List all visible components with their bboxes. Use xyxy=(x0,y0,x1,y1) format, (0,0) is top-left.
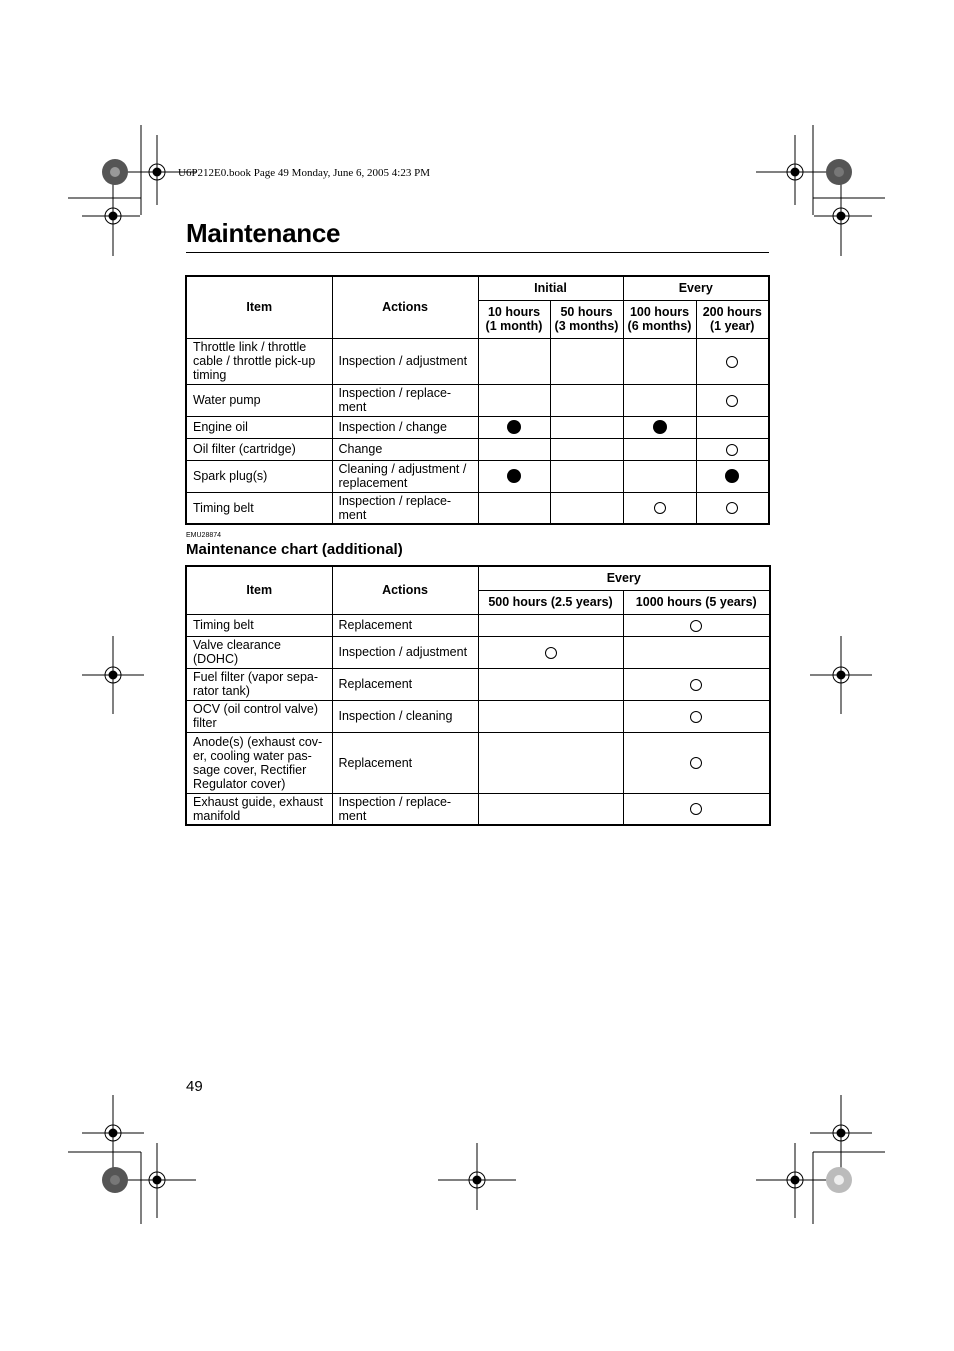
open-circle-icon xyxy=(726,502,738,514)
col-item-header: Item xyxy=(186,276,332,338)
schedule-cell xyxy=(696,338,769,384)
item-cell: Oil filter (cartridge) xyxy=(186,438,332,460)
open-circle-icon xyxy=(545,647,557,659)
maintenance-table xyxy=(185,275,770,525)
schedule-cell xyxy=(550,416,623,438)
open-circle-icon xyxy=(726,356,738,368)
schedule-cell xyxy=(696,384,769,416)
schedule-cell xyxy=(478,614,623,636)
interval-header: 500 hours (2.5 years) xyxy=(478,590,623,614)
open-circle-icon xyxy=(690,757,702,769)
interval-header: 50 hours (3 months) xyxy=(550,300,623,338)
action-cell: Change xyxy=(332,438,478,460)
item-cell: Fuel filter (vapor sepa-rator tank) xyxy=(186,668,332,700)
table-row xyxy=(186,492,769,524)
item-cell: Valve clearance (DOHC) xyxy=(186,636,332,668)
table-row xyxy=(186,416,769,438)
table-row xyxy=(186,636,770,668)
filled-circle-icon xyxy=(725,469,739,483)
schedule-cell xyxy=(623,614,770,636)
schedule-cell xyxy=(478,438,550,460)
schedule-cell xyxy=(550,492,623,524)
group-every-header: Every xyxy=(623,276,769,300)
col-actions-header: Actions xyxy=(332,276,478,338)
interval-header: 1000 hours (5 years) xyxy=(623,590,770,614)
col-actions-header: Actions xyxy=(332,566,478,614)
item-cell: Throttle link / throttle cable / throttle pick-up timing xyxy=(186,338,332,384)
schedule-cell xyxy=(550,460,623,492)
table-row xyxy=(186,732,770,793)
schedule-cell xyxy=(623,416,696,438)
schedule-cell xyxy=(550,338,623,384)
table-row xyxy=(186,700,770,732)
item-cell: Exhaust guide, exhaust manifold xyxy=(186,793,332,825)
table-row xyxy=(186,438,769,460)
schedule-cell xyxy=(478,700,623,732)
schedule-cell xyxy=(696,460,769,492)
filled-circle-icon xyxy=(507,469,521,483)
filled-circle-icon xyxy=(653,420,667,434)
open-circle-icon xyxy=(690,620,702,632)
action-cell: Inspection / replace-ment xyxy=(332,793,478,825)
action-cell: Inspection / adjustment xyxy=(332,338,478,384)
action-cell: Replacement xyxy=(332,614,478,636)
item-cell: Timing belt xyxy=(186,614,332,636)
item-cell: Water pump xyxy=(186,384,332,416)
filled-circle-icon xyxy=(507,420,521,434)
schedule-cell xyxy=(478,384,550,416)
additional-maintenance-table xyxy=(185,565,771,826)
open-circle-icon xyxy=(726,395,738,407)
item-cell: OCV (oil control valve) filter xyxy=(186,700,332,732)
schedule-cell xyxy=(696,438,769,460)
action-cell: Inspection / cleaning xyxy=(332,700,478,732)
group-initial-header: Initial xyxy=(478,276,623,300)
print-header: U6P212E0.book Page 49 Monday, June 6, 2005 4:23 PM xyxy=(178,167,430,179)
schedule-cell xyxy=(478,492,550,524)
schedule-cell xyxy=(478,793,623,825)
item-cell: Spark plug(s) xyxy=(186,460,332,492)
action-cell: Replacement xyxy=(332,732,478,793)
schedule-cell xyxy=(696,416,769,438)
schedule-cell xyxy=(550,384,623,416)
action-cell: Inspection / replace-ment xyxy=(332,384,478,416)
action-cell: Replacement xyxy=(332,668,478,700)
open-circle-icon xyxy=(690,803,702,815)
item-cell: Timing belt xyxy=(186,492,332,524)
schedule-cell xyxy=(478,460,550,492)
open-circle-icon xyxy=(726,444,738,456)
schedule-cell xyxy=(623,668,770,700)
schedule-cell xyxy=(623,460,696,492)
schedule-cell xyxy=(696,492,769,524)
item-cell: Engine oil xyxy=(186,416,332,438)
schedule-cell xyxy=(478,416,550,438)
open-circle-icon xyxy=(654,502,666,514)
schedule-cell xyxy=(550,438,623,460)
schedule-cell xyxy=(478,732,623,793)
schedule-cell xyxy=(623,384,696,416)
interval-header: 10 hours (1 month) xyxy=(478,300,550,338)
action-cell: Inspection / adjustment xyxy=(332,636,478,668)
section-code: EMU28874 xyxy=(186,532,222,539)
page-title: Maintenance xyxy=(186,218,341,248)
col-item-header: Item xyxy=(186,566,332,614)
schedule-cell xyxy=(623,732,770,793)
table-row xyxy=(186,668,770,700)
table-row xyxy=(186,460,769,492)
title-divider xyxy=(186,252,769,253)
schedule-cell xyxy=(623,636,770,668)
schedule-cell xyxy=(623,492,696,524)
schedule-cell xyxy=(623,338,696,384)
schedule-cell xyxy=(478,668,623,700)
item-cell: Anode(s) (exhaust cov-er, cooling water pas-sage cover, Rectifier Regulator cover) xyxy=(186,732,332,793)
group-every-header: Every xyxy=(478,566,770,590)
table-row xyxy=(186,338,769,384)
open-circle-icon xyxy=(690,711,702,723)
table-row xyxy=(186,384,769,416)
action-cell: Cleaning / adjustment / replacement xyxy=(332,460,478,492)
schedule-cell xyxy=(478,338,550,384)
schedule-cell xyxy=(623,700,770,732)
interval-header: 200 hours (1 year) xyxy=(696,300,769,338)
table-row xyxy=(186,614,770,636)
schedule-cell xyxy=(623,793,770,825)
schedule-cell xyxy=(478,636,623,668)
page-number: 49 xyxy=(186,1078,203,1095)
schedule-cell xyxy=(623,438,696,460)
table-row xyxy=(186,793,770,825)
action-cell: Inspection / change xyxy=(332,416,478,438)
section-title: Maintenance chart (additional) xyxy=(186,541,403,558)
interval-header: 100 hours (6 months) xyxy=(623,300,696,338)
action-cell: Inspection / replace-ment xyxy=(332,492,478,524)
open-circle-icon xyxy=(690,679,702,691)
